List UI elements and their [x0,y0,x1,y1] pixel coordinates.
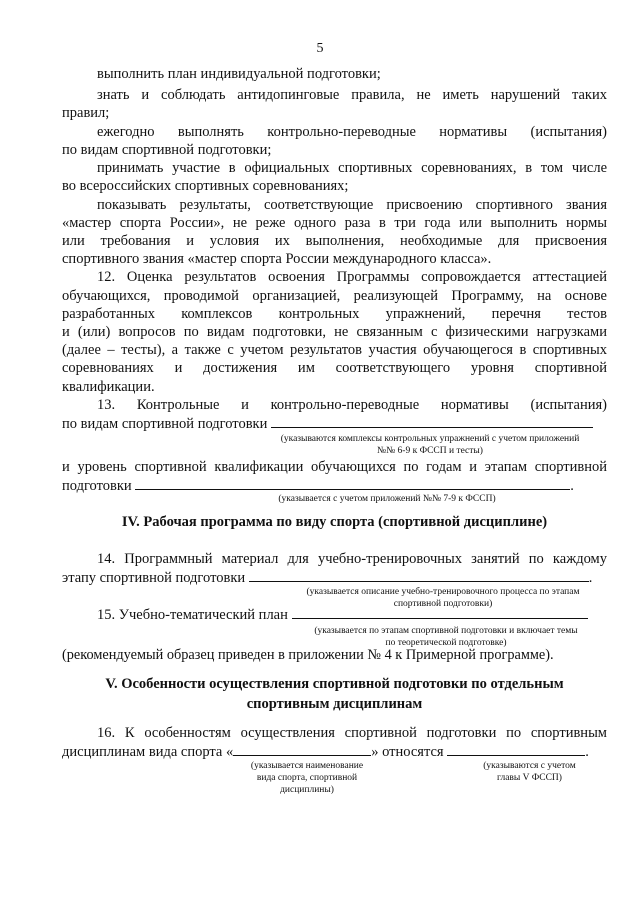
p12-line2: обучающихся, проводимой организацией, реализующей Программу, на основе [62,288,607,304]
p15-line2: (рекомендуемый образец приведен в приложении № 4 к Примерной программе). [62,647,554,663]
duty-results-line3: или требования и условия их выполнения, необходимые для присвоения [62,233,607,249]
p15-fill-blank [292,605,588,619]
p13-fill-blank [271,414,593,428]
duty-results-line2: «мастер спорта России», не реже одного раза в три года или выполнить нормы [62,215,607,231]
p14-line2-text: этапу спортивной подготовки [62,570,246,586]
p16-note-left-line3: дисциплины) [280,785,334,795]
duty-antidoping-line1: знать и соблюдать антидопинговые правила, не иметь нарушений таких [97,87,607,103]
duty-norms-line1: ежегодно выполнять контрольно-переводные нормативы (испытания) [97,124,607,140]
p12-line4: и (или) вопросов по видам подготовки, не связанным с физическими нагрузками [62,324,607,340]
p15-note-line1: (указывается по этапам спортивной подготовки и включает темы [314,626,578,636]
duty-results-line4: спортивного звания «мастер спорта России международного класса». [62,251,492,267]
p16-line1: 16. К особенностям осуществления спортивной подготовки по спортивным [97,725,607,741]
p16-line2-end: . [585,744,589,760]
p15-line1 [62,605,607,624]
section-5-title-line2: спортивным дисциплинам [246,696,423,712]
p16-note-left [237,760,377,796]
p12-line5: (далее – тесты), а также с учетом результатов участия обучающегося в спортивных [62,342,607,358]
p16-line2 [62,742,607,761]
p12-line3: разработанных комплексов контрольных упражнений, перечня тестов [62,306,607,322]
p15-note-line2: по теоретической подготовке) [385,638,507,648]
p16-line2-text-a: дисциплинам вида спорта « [62,744,234,760]
p13-fill-blank-2 [135,476,570,490]
p16-note-right [462,760,597,784]
p16-note-left-line1: (указывается наименование [250,761,364,771]
p14-note-line1: (указывается описание учебно-тренировочного процесса по этапам [306,587,580,597]
p12-line7: квалификации. [62,379,155,395]
p14-line1: 14. Программный материал для учебно-тренировочных занятий по каждому [97,551,607,567]
p16-note-right-line1: (указываются с учетом [483,761,576,771]
p14-note-line2: спортивной подготовки) [393,599,493,609]
section-4-title: IV. Рабочая программа по виду спорта (спортивной дисциплине) [121,514,548,530]
p13-line1: 13. Контрольные и контрольно-переводные нормативы (испытания) [97,397,607,413]
p13-line4-text: подготовки [62,478,132,494]
p12-line1: 12. Оценка результатов освоения Программы сопровождается аттестацией [97,269,607,285]
duty-individual-plan: выполнить план индивидуальной подготовки; [97,66,381,82]
p13-note2: (указывается с учетом приложений №№ 7-9 к ФССП) [278,494,496,504]
p14-fill-blank [249,568,589,582]
p13-line3: и уровень спортивной квалификации обучающихся по годам и этапам спортивной [62,459,607,475]
duty-competitions-line1: принимать участие в официальных спортивных соревнованиях, в том числе [97,160,607,176]
page-number: 5 [316,41,324,56]
p13-note1 [253,433,607,457]
p13-note1-line1: (указываются комплексы контрольных упражнений с учетом приложений [280,434,580,444]
p12-line6: соревнованиях и достижения им соответствующего уровня спортивной [62,360,607,376]
p16-note-right-line2: главы V ФССП) [497,773,562,783]
p15-line1-text: 15. Учебно-тематический план [97,607,288,623]
duty-results-line1: показывать результаты, соответствующие присвоению спортивного звания [97,197,607,213]
p14-line2 [62,568,607,587]
section-5-title [62,674,607,714]
p13-line2-text: по видам спортивной подготовки [62,416,268,432]
duty-antidoping-line2: правил; [62,105,110,121]
p13-note1-line2: №№ 6-9 к ФССП и тесты) [377,446,483,456]
p16-fill-blank-features [447,742,585,756]
duty-competitions-line2: во всероссийских спортивных соревнованиях; [62,178,349,194]
p16-line2-text-b: » относятся [371,744,444,760]
p16-note-left-line2: вида спорта, спортивной [256,773,358,783]
p13-line4-end: . [570,478,574,494]
section-5-title-line1: V. Особенности осуществления спортивной подготовки по отдельным [105,676,564,692]
p16-fill-blank-sport [233,742,371,756]
duty-norms-line2: по видам спортивной подготовки; [62,142,272,158]
p13-line2 [62,414,607,433]
p14-line2-end: . [588,570,593,586]
